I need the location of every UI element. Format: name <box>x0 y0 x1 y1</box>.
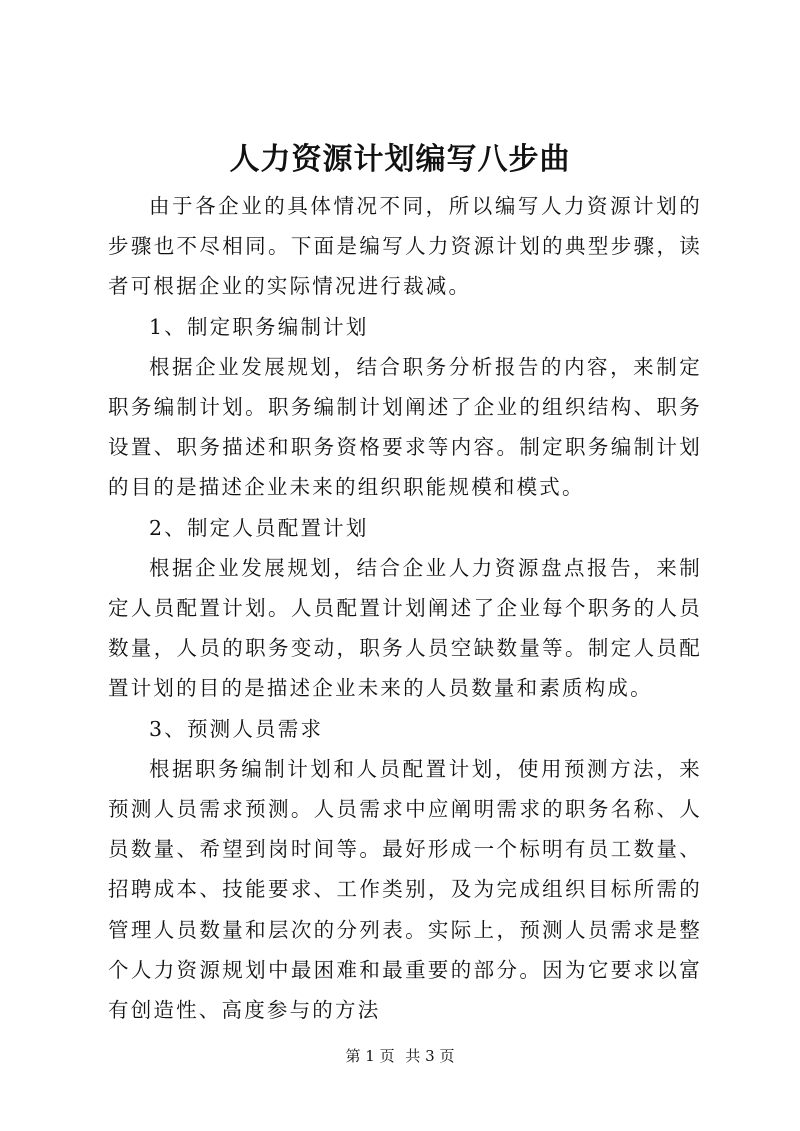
page-total: 共 3 页 <box>405 1047 455 1065</box>
document-title: 人力资源计划编写八步曲 <box>229 142 571 177</box>
intro-paragraph: 由于各企业的具体情况不同，所以编写人力资源计划的步骤也不尽相同。下面是编写人力资源计划的典型步骤，读者可根据企业的实际情况进行裁减。 <box>108 194 702 299</box>
document-body <box>108 186 702 1030</box>
section-heading-2: 2、制定人员配置计划 <box>149 515 369 540</box>
page-footer <box>0 1046 800 1066</box>
section-paragraph-2: 根据企业发展规划，结合企业人力资源盘点报告，来制定人员配置计划。人员配置计划阐述了企业每个职务的人员数量，人员的职务变动，职务人员空缺数量等。制定人员配置计划的目的是描述企业未来的人员数量和素质构成。 <box>108 555 702 701</box>
section-heading-3: 3、预测人员需求 <box>149 716 324 741</box>
section-paragraph-3: 根据职务编制计划和人员配置计划，使用预测方法，来预测人员需求预测。人员需求中应阐明需求的职务名称、人员数量、希望到岗时间等。最好形成一个标明有员工数量、招聘成本、技能要求、工作类别，及为完成组织目标所需的管理人员数量和层次的分列表。实际上，预测人员需求是整个人力资源规划中最困难和最重要的部分。因为它要求以富有创造性、高度参与的方法 <box>108 756 702 1023</box>
section-paragraph-1: 根据企业发展规划，结合职务分析报告的内容，来制定职务编制计划。职务编制计划阐述了企业的组织结构、职务设置、职务描述和职务资格要求等内容。制定职务编制计划的目的是描述企业未来的组织职能规模和模式。 <box>108 354 702 500</box>
section-heading-1: 1、制定职务编制计划 <box>149 314 369 339</box>
page-number: 第 1 页 <box>345 1047 395 1065</box>
